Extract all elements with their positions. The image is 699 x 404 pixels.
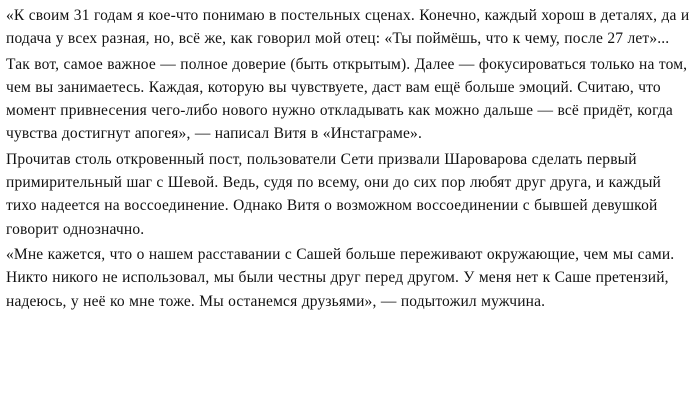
- paragraph-1: «К своим 31 годам я кое-что понимаю в постельных сценах. Конечно, каждый хорош в деталях, да и подача у всех разная, но, всё же, как говорил мой отец: «Ты поймёшь, что к чему, после 27 лет»...: [6, 7, 690, 48]
- paragraph-2: Так вот, самое важное — полное доверие (быть открытым). Далее — фокусироваться только на том, чем вы занимаетесь. Каждая, которую вы чувствуете, даст вам ещё больше эмоций. Считаю, что момент привнесения чего-либо нового нужно откладывать как можно дальше — всё придёт, когда чувства достигнут апогея», — написал Витя в «Инстаграме».: [6, 55, 688, 143]
- paragraph-4: «Мне кажется, что о нашем расставании с Сашей больше переживают окружающие, чем мы сами. Никто никого не использовал, мы были честны друг перед другом. У меня нет к Саше претензий, надеюсь, у неё ко мне тоже. Мы останемся друзьями», — подытожил мужчина.: [6, 245, 675, 310]
- paragraph-3: Прочитав столь откровенный пост, пользователи Сети призвали Шароварова сделать первый примирительный шаг с Шевой. Ведь, судя по всему, они до сих пор любят друг друга, и каждый тихо надеется на воссоединение. Однако Витя о возможном воссоединении с бывшей девушкой говорит однозначно.: [6, 150, 661, 238]
